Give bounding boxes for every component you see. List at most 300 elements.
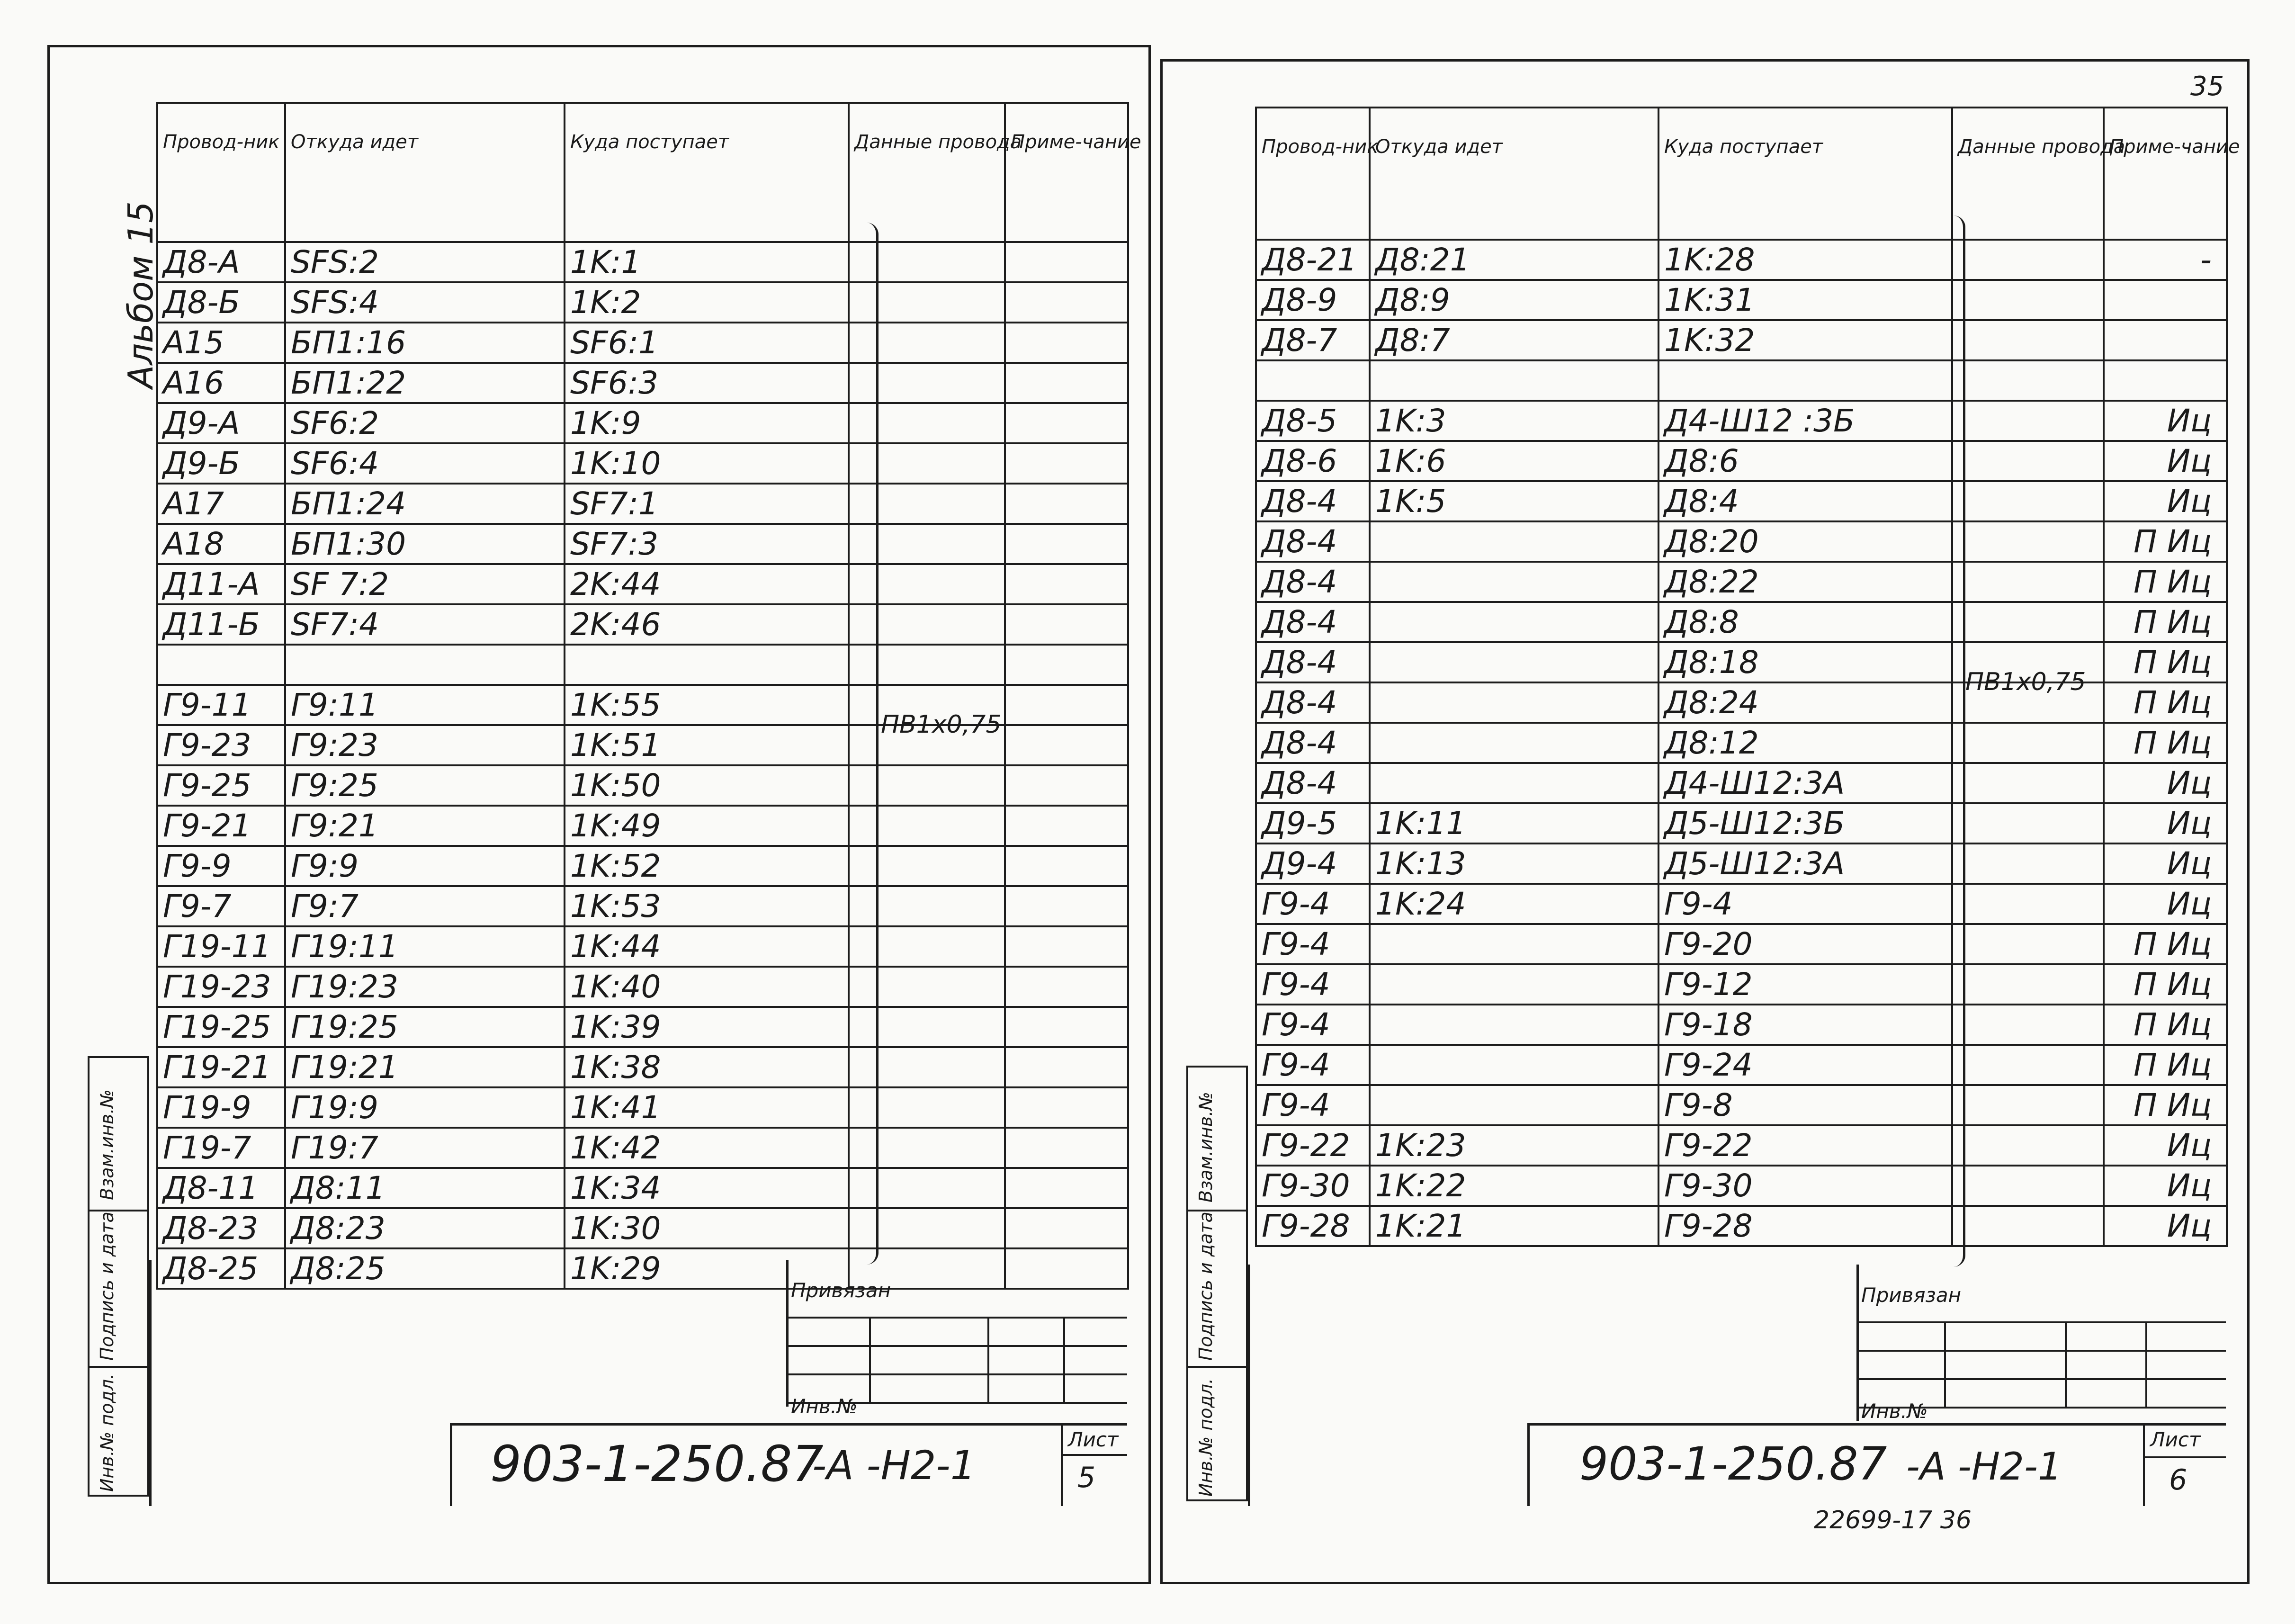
cell-wire: Д9-5 [1256,803,1370,843]
cell-note: Иц [2104,803,2227,843]
stamp-cell-signature [1188,1210,1246,1366]
cell-note [1005,1168,1128,1208]
stamp-label-signature: Подпись и дата [1195,1211,1216,1361]
cell-to: Д8:12 [1658,723,1952,763]
header-wire: Провод-ник [157,103,285,242]
cell-from [1370,723,1658,763]
cell-wire: Г9-30 [1256,1166,1370,1206]
table-row [157,886,1128,926]
table-row [1256,1085,2227,1125]
cell-to: 1K:52 [565,846,849,886]
table-row [1256,884,2227,924]
stamp-cell-replace [1188,1068,1246,1210]
cell-wire: Г19-9 [157,1087,285,1128]
cell-note: П Иц [2104,964,2227,1005]
right-wire-spec: ПВ1х0,75 [1965,668,2086,696]
cell-from: БП1:30 [285,524,565,564]
table-row [157,1128,1128,1168]
cell-from: Д8:25 [285,1248,565,1289]
stamp-label-original: Инв.№ подл. [97,1373,117,1492]
table-row [1256,1125,2227,1166]
cell-note: Иц [2104,1206,2227,1246]
cell-wire: Д9-А [157,403,285,443]
cell-from: БП1:22 [285,363,565,403]
table-row [1256,602,2227,642]
bound-label: Привязан [1861,1283,1962,1307]
cell-to: Д4-Ш12 :3Б [1658,401,1952,441]
cell-to: Д4-Ш12:3А [1658,763,1952,803]
cell-to: 1K:30 [565,1208,849,1248]
cell-note [1005,765,1128,806]
cell-wire: Г19-11 [157,926,285,967]
cell-note: П Иц [2104,642,2227,682]
cell-to: Г9-22 [1658,1125,1952,1166]
cell-from: 1K:24 [1370,884,1658,924]
header-wire-data: Данные провода [1952,108,2104,240]
cell-to: Г9-30 [1658,1166,1952,1206]
cell-from: 1K:11 [1370,803,1658,843]
cell-wire: А15 [157,323,285,363]
cell-note: Иц [2104,1166,2227,1206]
cell-wire: Г9-4 [1256,1005,1370,1045]
cell-note: Иц [2104,441,2227,481]
table-row [157,1087,1128,1128]
stamp-cell-replace [90,1058,147,1210]
table-row [1256,521,2227,562]
cell-from: Г9:9 [285,846,565,886]
table-header-row [157,103,1128,242]
stamp-cell-original [1188,1366,1246,1499]
table-row [1256,441,2227,481]
cell-from: 1K:6 [1370,441,1658,481]
cell-from: Г19:11 [285,926,565,967]
cell-from [1370,964,1658,1005]
cell-to: 2K:44 [565,564,849,604]
cell-wire: А16 [157,363,285,403]
cell-wire: Д8-4 [1256,642,1370,682]
cell-wire-data [1952,280,2104,320]
cell-from [1370,1085,1658,1125]
cell-from [285,645,565,685]
cell-to: Г9-28 [1658,1206,1952,1246]
cell-to: Г9-8 [1658,1085,1952,1125]
cell-to: 1K:50 [565,765,849,806]
cell-note: П Иц [2104,1045,2227,1085]
header-from: Откуда идет [285,103,565,242]
table-row [157,1007,1128,1047]
cell-to [565,645,849,685]
table-row [157,524,1128,564]
cell-from: Г19:9 [285,1087,565,1128]
table-row [157,926,1128,967]
cell-wire-data [1952,481,2104,521]
cell-from [1370,924,1658,964]
cell-wire-data [1952,964,2104,1005]
cell-from [1370,562,1658,602]
cell-wire: Д8-А [157,242,285,282]
table-row [1256,1045,2227,1085]
cell-wire-data [1952,803,2104,843]
cell-from: Г9:7 [285,886,565,926]
table-row [1256,240,2227,280]
table-row [157,765,1128,806]
document-suffix: -А -Н2-1 [1906,1445,2062,1489]
cell-from [1370,1005,1658,1045]
sheet-number: 5 [1077,1461,1096,1494]
cell-to: 1K:1 [565,242,849,282]
cell-to: 1K:31 [1658,280,1952,320]
cell-wire: Г9-4 [1256,964,1370,1005]
left-side-stamp [88,1056,149,1497]
cell-to: Д5-Ш12:3А [1658,843,1952,884]
page-number: 35 [2190,71,2224,102]
table-row [1256,562,2227,602]
table-row [1256,964,2227,1005]
cell-from: Д8:23 [285,1208,565,1248]
table-row [1256,360,2227,401]
cell-to: 1K:10 [565,443,849,484]
cell-wire-data [1952,763,2104,803]
left-wire-brace [867,223,879,1265]
cell-from: Г9:11 [285,685,565,725]
cell-to: 1K:55 [565,685,849,725]
stamp-label-replace: Взам.инв.№ [1195,1092,1216,1202]
cell-note [1005,1047,1128,1087]
cell-to: Д8:22 [1658,562,1952,602]
cell-wire: А17 [157,484,285,524]
table-row [157,806,1128,846]
cell-note [1005,564,1128,604]
cell-to: 1K:2 [565,282,849,323]
stamp-cell-original [90,1366,147,1495]
cell-wire-data [1952,924,2104,964]
cell-wire-data [1952,723,2104,763]
table-row [1256,843,2227,884]
right-wire-brace [1954,215,1965,1267]
cell-from: Д8:9 [1370,280,1658,320]
cell-to: Д8:4 [1658,481,1952,521]
cell-wire-data [1952,240,2104,280]
cell-wire [1256,360,1370,401]
cell-note [2104,280,2227,320]
cell-to: Г9-4 [1658,884,1952,924]
cell-from [1370,602,1658,642]
cell-to: Г9-12 [1658,964,1952,1005]
cell-wire-data [1952,1166,2104,1206]
cell-from [1370,521,1658,562]
cell-to: Д8:24 [1658,682,1952,723]
cell-wire: Д8-Б [157,282,285,323]
table-row [1256,1206,2227,1246]
cell-from: SF6:4 [285,443,565,484]
cell-from: Г9:21 [285,806,565,846]
cell-to: Д8:6 [1658,441,1952,481]
cell-to: 1K:28 [1658,240,1952,280]
cell-note: П Иц [2104,602,2227,642]
cell-to: 1K:49 [565,806,849,846]
cell-wire: Д8-5 [1256,401,1370,441]
cell-note [1005,604,1128,645]
inv-label: Инв.№ [1861,1400,1928,1423]
left-wire-spec: ПВ1х0,75 [881,710,1002,739]
cell-note: П Иц [2104,924,2227,964]
table-row [157,282,1128,323]
cell-to: 1K:32 [1658,320,1952,360]
cell-wire: Г9-4 [1256,884,1370,924]
cell-wire: Д8-4 [1256,763,1370,803]
cell-wire: Г9-4 [1256,924,1370,964]
table-row [157,363,1128,403]
cell-from: Д8:21 [1370,240,1658,280]
cell-wire: Г9-11 [157,685,285,725]
left-wiring-table [156,102,1141,1290]
header-note: Приме-чание [1005,103,1128,242]
cell-wire-data [1952,401,2104,441]
cell-to: 1K:29 [565,1248,849,1289]
cell-note: П Иц [2104,1005,2227,1045]
cell-wire: Г9-4 [1256,1045,1370,1085]
cell-wire: Д8-4 [1256,723,1370,763]
cell-note: Иц [2104,1125,2227,1166]
table-row [1256,280,2227,320]
cell-note [1005,886,1128,926]
cell-from: Г19:25 [285,1007,565,1047]
cell-to: 1K:40 [565,967,849,1007]
cell-note [1005,282,1128,323]
cell-wire-data [1952,1085,2104,1125]
cell-wire: Д8-4 [1256,562,1370,602]
cell-note [1005,645,1128,685]
cell-to: Д5-Ш12:3Б [1658,803,1952,843]
cell-from [1370,682,1658,723]
cell-wire-data [1952,521,2104,562]
cell-wire: Г9-28 [1256,1206,1370,1246]
cell-note [1005,524,1128,564]
cell-note [1005,1208,1128,1248]
table-row [157,1047,1128,1087]
left-table-body [157,242,1128,1289]
cell-wire-data [1952,1045,2104,1085]
cell-from [1370,642,1658,682]
cell-wire: Д8-7 [1256,320,1370,360]
cell-to: SF6:3 [565,363,849,403]
cell-to: Г9-18 [1658,1005,1952,1045]
table-row [1256,320,2227,360]
cell-note: Иц [2104,481,2227,521]
cell-to: 1K:9 [565,403,849,443]
table-row [1256,1005,2227,1045]
table-row [157,645,1128,685]
cell-note: П Иц [2104,562,2227,602]
cell-note: Иц [2104,884,2227,924]
cell-from: Г19:23 [285,967,565,1007]
cell-note [1005,926,1128,967]
document-code: 903-1-250.87 [490,1435,824,1493]
cell-wire: Д9-Б [157,443,285,484]
stamp-label-replace: Взам.инв.№ [97,1089,117,1200]
cell-note [1005,242,1128,282]
cell-to: SF7:1 [565,484,849,524]
cell-note [1005,484,1128,524]
cell-note [1005,685,1128,725]
cell-from: Г9:23 [285,725,565,765]
cell-to: 1K:44 [565,926,849,967]
table-row [157,323,1128,363]
right-title-block [1248,1265,2226,1511]
cell-note [1005,323,1128,363]
cell-note [1005,443,1128,484]
table-row [157,484,1128,524]
cell-note [1005,1087,1128,1128]
cell-wire: Г9-22 [1256,1125,1370,1166]
cell-from: БП1:24 [285,484,565,524]
cell-to [1658,360,1952,401]
cell-from: Г19:7 [285,1128,565,1168]
document-suffix: -А -Н2-1 [812,1442,976,1489]
table-row [157,846,1128,886]
cell-wire: Д8-21 [1256,240,1370,280]
table-row [157,403,1128,443]
cell-wire: Д9-4 [1256,843,1370,884]
cell-note [1005,1007,1128,1047]
cell-note [1005,967,1128,1007]
cell-to: Д8:18 [1658,642,1952,682]
cell-wire-data [1952,562,2104,602]
table-row [157,242,1128,282]
cell-to: 2K:46 [565,604,849,645]
table-row [157,967,1128,1007]
cell-wire-data [1952,602,2104,642]
cell-to: 1K:41 [565,1087,849,1128]
cell-from: 1K:13 [1370,843,1658,884]
cell-note [1005,363,1128,403]
cell-to: Д8:8 [1658,602,1952,642]
cell-wire: Д8-6 [1256,441,1370,481]
cell-wire: Г9-25 [157,765,285,806]
table-row [1256,803,2227,843]
sheet-label: Лист [2150,1428,2201,1451]
cell-note: Иц [2104,843,2227,884]
cell-note [2104,320,2227,360]
cell-wire: Г9-21 [157,806,285,846]
cell-to: SF6:1 [565,323,849,363]
table-row [1256,763,2227,803]
cell-note [1005,1128,1128,1168]
cell-wire: Г19-23 [157,967,285,1007]
cell-from: Д8:7 [1370,320,1658,360]
cell-wire-data [1952,441,2104,481]
cell-from: Д8:11 [285,1168,565,1208]
cell-wire: Д8-11 [157,1168,285,1208]
cell-to: Г9-20 [1658,924,1952,964]
cell-to: 1K:39 [565,1007,849,1047]
cell-wire: Г9-4 [1256,1085,1370,1125]
cell-from [1370,360,1658,401]
cell-wire: Д8-4 [1256,521,1370,562]
inv-label: Инв.№ [791,1395,858,1418]
header-note: Приме-чание [2104,108,2227,240]
cell-to: 1K:51 [565,725,849,765]
header-from: Откуда идет [1370,108,1658,240]
cell-to: Д8:20 [1658,521,1952,562]
right-table-body [1256,240,2227,1246]
cell-note: П Иц [2104,1085,2227,1125]
cell-to: 1K:38 [565,1047,849,1087]
cell-wire: Д11-А [157,564,285,604]
table-row [1256,481,2227,521]
cell-from: SFS:4 [285,282,565,323]
cell-note: П Иц [2104,521,2227,562]
album-label: Альбом 15 [121,201,161,388]
cell-from: 1K:22 [1370,1166,1658,1206]
cell-wire: Г9-9 [157,846,285,886]
left-title-block [149,1260,1127,1506]
table-row [157,443,1128,484]
cell-to: SF7:3 [565,524,849,564]
cell-from: 1K:23 [1370,1125,1658,1166]
cell-note: Иц [2104,401,2227,441]
cell-from: SFS:2 [285,242,565,282]
stamp-label-signature: Подпись и дата [97,1211,117,1361]
table-row [1256,723,2227,763]
cell-wire: Д8-4 [1256,481,1370,521]
cell-to: 1K:42 [565,1128,849,1168]
document-code: 903-1-250.87 [1579,1437,1887,1490]
sheet-label: Лист [1068,1428,1119,1451]
cell-note [2104,360,2227,401]
header-wire: Провод-ник [1256,108,1370,240]
cell-note [1005,806,1128,846]
table-row [157,1168,1128,1208]
cell-from: Г9:25 [285,765,565,806]
cell-wire: Г19-7 [157,1128,285,1168]
cell-wire-data [1952,1125,2104,1166]
cell-wire-data [1952,1005,2104,1045]
bound-label: Привязан [791,1279,891,1302]
table-row [1256,401,2227,441]
table-header-row [1256,108,2227,240]
cell-wire: Г9-7 [157,886,285,926]
cell-from: SF7:4 [285,604,565,645]
cell-from: SF 7:2 [285,564,565,604]
cell-to: Г9-24 [1658,1045,1952,1085]
cell-note [1005,725,1128,765]
cell-wire-data [1952,320,2104,360]
stamp-cell-signature [90,1210,147,1366]
cell-wire: Г9-23 [157,725,285,765]
cell-wire-data [1952,843,2104,884]
header-to: Куда поступает [1658,108,1952,240]
cell-note: Иц [2104,763,2227,803]
cell-wire-data [1952,884,2104,924]
cell-from [1370,763,1658,803]
cell-from: Г19:21 [285,1047,565,1087]
cell-wire-data [1952,360,2104,401]
cell-note: - [2104,240,2227,280]
table-row [1256,924,2227,964]
cell-from: SF6:2 [285,403,565,443]
cell-note [1005,403,1128,443]
cell-from: 1K:5 [1370,481,1658,521]
cell-wire-data [1952,1206,2104,1246]
right-side-stamp [1186,1066,1248,1501]
cell-from [1370,1045,1658,1085]
cell-wire [157,645,285,685]
cell-wire: Д8-9 [1256,280,1370,320]
cell-wire: А18 [157,524,285,564]
cell-wire: Д11-Б [157,604,285,645]
cell-wire: Г19-21 [157,1047,285,1087]
